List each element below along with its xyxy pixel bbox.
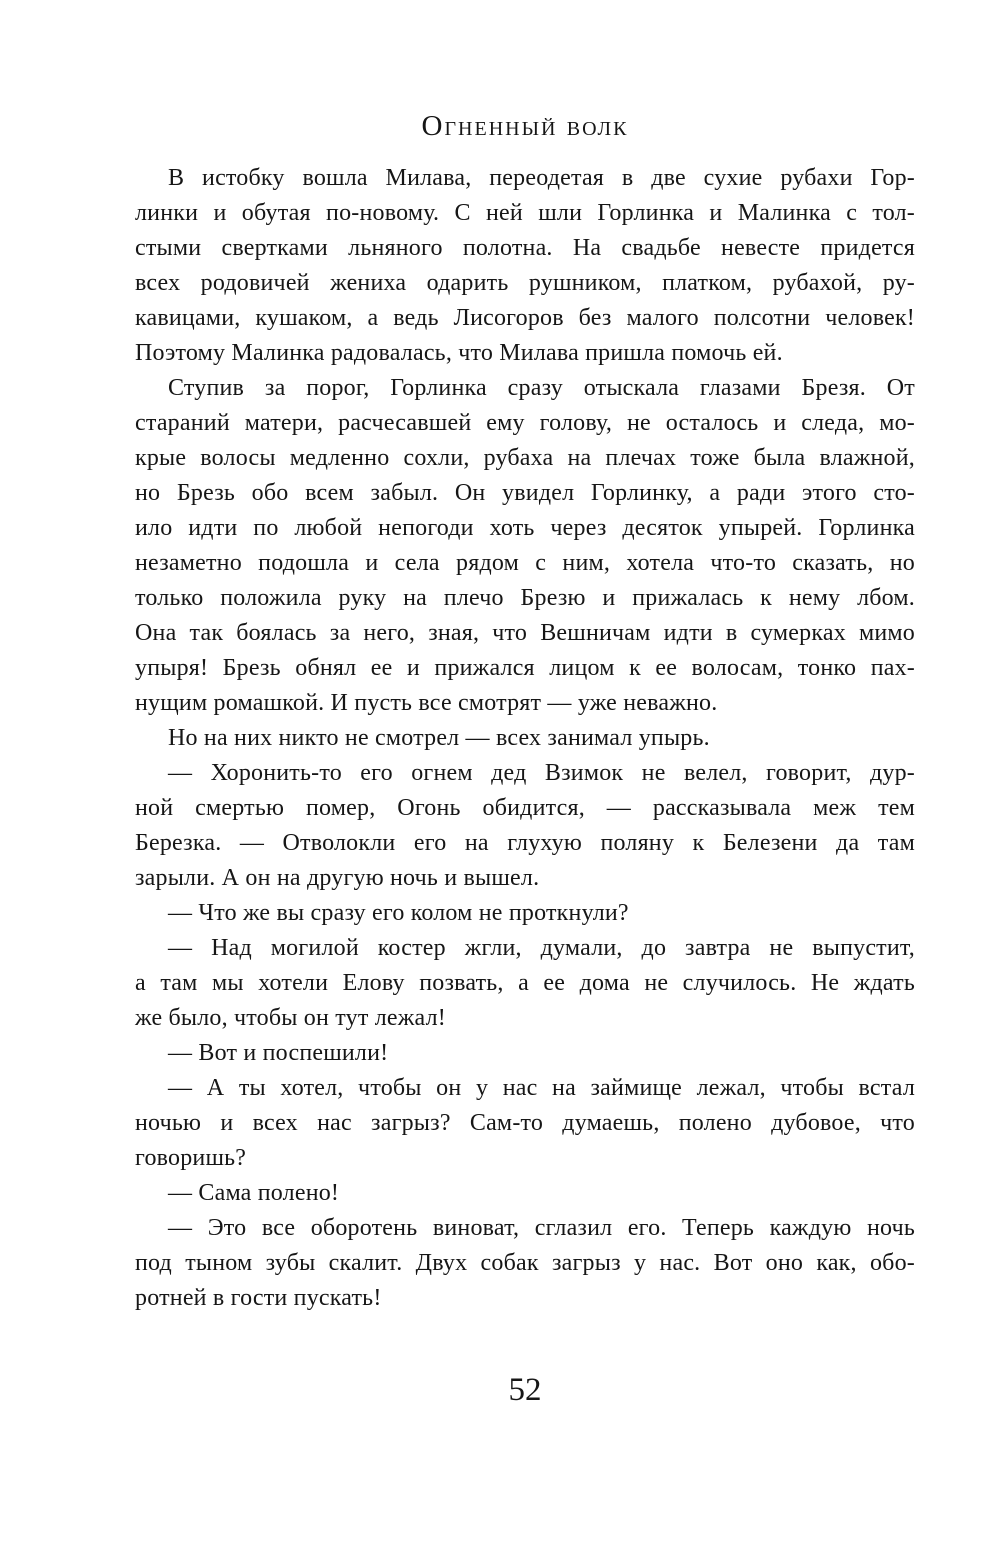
paragraph (135, 896, 915, 931)
text-line: же было, чтобы он тут лежал! (135, 1005, 446, 1031)
paragraph (135, 1211, 915, 1316)
text-line: — Это все оборотень виноват, сглазил его. Теперь каждую ночь (168, 1215, 915, 1241)
text-line: незаметно подошла и села рядом с ним, хотела что-то сказать, но (135, 550, 915, 576)
text-line: стараний матери, расчесавшей ему голову, не осталось и следа, мо- (135, 410, 915, 436)
paragraph (135, 371, 915, 721)
paragraph (135, 1036, 915, 1071)
text-line: под тыном зубы скалит. Двух собак загрыз у нас. Вот оно как, обо- (135, 1250, 915, 1276)
paragraph (135, 161, 915, 371)
paragraph (135, 931, 915, 1036)
text-line: В истобку вошла Милава, переодетая в две сухие рубахи Гор- (168, 165, 915, 191)
text-line: — Вот и поспешили! (168, 1040, 389, 1066)
text-line: Ступив за порог, Горлинка сразу отыскала глазами Брезя. От (168, 375, 915, 401)
text-line: крые волосы медленно сохли, рубаха на плечах тоже была влажной, (135, 445, 915, 471)
text-line: — А ты хотел, чтобы он у нас на займище лежал, чтобы встал (168, 1075, 915, 1101)
text-line: упыря! Брезь обнял ее и прижался лицом к ее волосам, тонко пах- (135, 655, 915, 681)
text-line: Она так боялась за него, зная, что Вешничам идти в сумерках мимо (135, 620, 915, 646)
text-line: но Брезь обо всем забыл. Он увидел Горлинку, а ради этого сто- (135, 480, 915, 506)
text-line: ило идти по любой непогоди хоть через десяток упырей. Горлинка (135, 515, 915, 541)
text-line: зарыли. А он на другую ночь и вышел. (135, 865, 540, 891)
page-number: 52 (508, 1372, 542, 1408)
text-line: нущим ромашкой. И пусть все смотрят — уже неважно. (135, 690, 718, 716)
text-line: а там мы хотели Елову позвать, а ее дома не случилось. Не ждать (135, 970, 915, 996)
running-header: Огненный волк (421, 110, 629, 142)
text-line: говоришь? (135, 1145, 247, 1171)
text-line: Но на них никто не смотрел — всех занимал упырь. (168, 725, 710, 751)
paragraph (135, 756, 915, 896)
text-line: Березка. — Отволокли его на глухую поляну к Белезени да там (135, 830, 915, 856)
text-line: ночью и всех нас загрыз? Сам-то думаешь, полено дубовое, что (135, 1110, 915, 1136)
body-text (135, 161, 915, 1316)
paragraph (135, 1071, 915, 1176)
text-line: — Что же вы сразу его колом не проткнули? (168, 900, 629, 926)
text-line: всех родовичей жениха одарить рушником, платком, рубахой, ру- (135, 270, 915, 296)
text-line: — Над могилой костер жгли, думали, до завтра не выпустит, (168, 935, 915, 961)
text-line: ной смертью помер, Огонь обидится, — рассказывала меж тем (135, 795, 915, 821)
paragraph (135, 1176, 915, 1211)
paragraph (135, 721, 915, 756)
text-line: кавицами, кушаком, а ведь Лисогоров без малого полсотни человек! (135, 305, 915, 331)
text-line: стыми свертками льняного полотна. На свадьбе невесте придется (135, 235, 915, 261)
text-line: только положила руку на плечо Брезю и прижалась к нему лбом. (135, 585, 915, 611)
text-line: — Хоронить-то его огнем дед Взимок не велел, говорит, дур- (168, 760, 915, 786)
text-line: ротней в гости пускать! (135, 1285, 382, 1311)
text-line: — Сама полено! (168, 1180, 340, 1206)
text-line: Поэтому Малинка радовалась, что Милава пришла помочь ей. (135, 340, 783, 366)
text-line: линки и обутая по-новому. С ней шли Горлинка и Малинка с тол- (135, 200, 915, 226)
